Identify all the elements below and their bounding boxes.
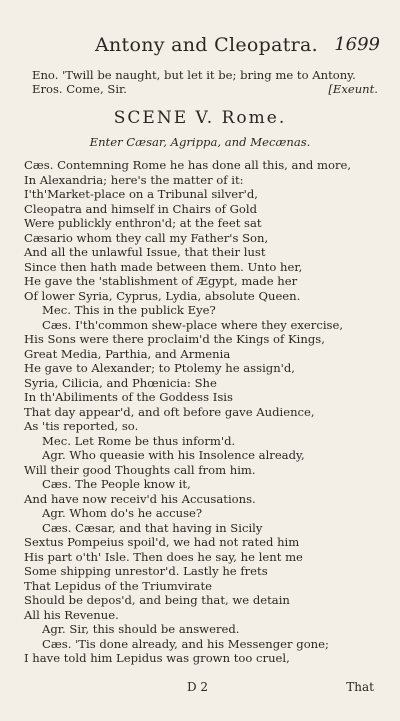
text-line: Eno. 'Twill be naught, but let it be; bring me to Antony. bbox=[32, 68, 356, 82]
signature-mark: D 2 bbox=[187, 680, 209, 694]
text-line: Cæs. 'Tis done already, and his Messenger gone; bbox=[42, 636, 329, 651]
text-line: Will their good Thoughts call from him. bbox=[24, 462, 256, 477]
page-header bbox=[0, 34, 400, 58]
text-line: Sextus Pompeius spoil'd, we had not rated him bbox=[24, 535, 300, 549]
text-line: Cæs. The People know it, bbox=[42, 477, 191, 491]
scene-heading: SCENE V. Rome. bbox=[113, 108, 287, 128]
text-line: Mec. This in the publick Eye? bbox=[42, 303, 216, 317]
running-title: Antony and Cleopatra. bbox=[95, 34, 318, 56]
text-line: Agr. Who queasie with his Insolence already, bbox=[42, 448, 305, 462]
page-footer bbox=[0, 680, 400, 696]
text-line: In Alexandria; here's the matter of it: bbox=[24, 172, 244, 187]
text-line: Cæs. Cæsar, and that having in Sicily bbox=[42, 520, 263, 535]
exeunt-direction: [Exeunt. bbox=[328, 82, 378, 96]
text-line: Syria, Cilicia, and Phœnicia: She bbox=[24, 375, 217, 390]
text-line: That day appear'd, and oft before gave Audience, bbox=[24, 404, 315, 419]
text-line: Cæsario whom they call my Father's Son, bbox=[24, 230, 269, 245]
text-line: He gave the 'stablishment of Ægypt, made her bbox=[24, 274, 298, 288]
text-line: Since then hath made between them. Unto her, bbox=[24, 259, 303, 274]
stage-direction: Enter Cæsar, Agrippa, and Mecænas. bbox=[89, 135, 311, 149]
text-line: Agr. Sir, this should be answered. bbox=[42, 622, 240, 636]
catchword: That bbox=[346, 680, 374, 694]
text-line: Some shipping unrestor'd. Lastly he frets bbox=[24, 564, 268, 578]
text-line: Great Media, Parthia, and Armenia bbox=[24, 346, 231, 361]
text-line: I have told him Lepidus was grown too cruel, bbox=[24, 651, 290, 665]
text-line: Cæs. Contemning Rome he has done all this, and more, bbox=[24, 158, 352, 172]
text-line: He gave to Alexander; to Ptolemy he assign'd, bbox=[24, 361, 295, 375]
text-line: Were publickly enthron'd; at the feet sat bbox=[24, 216, 262, 230]
text-line: Agr. Whom do's he accuse? bbox=[42, 506, 203, 520]
text-line: As 'tis reported, so. bbox=[24, 419, 139, 433]
text-line: Should be depos'd, and being that, we detain bbox=[24, 593, 290, 607]
text-line: And have now receiv'd his Accusations. bbox=[24, 491, 256, 506]
text-line: His part o'th' Isle. Then does he say, he lent me bbox=[24, 549, 303, 564]
text-line: Of lower Syria, Cyprus, Lydia, absolute Queen. bbox=[24, 288, 301, 303]
text-line: Cæs. I'th'common shew-place where they exercise, bbox=[42, 317, 344, 332]
text-line: In th'Abiliments of the Goddess Isis bbox=[24, 390, 233, 404]
text-line: All his Revenue. bbox=[24, 607, 119, 622]
text-line: Mec. Let Rome be thus inform'd. bbox=[42, 433, 236, 448]
text-line: I'th'Market-place on a Tribunal silver'd, bbox=[24, 187, 258, 201]
text-line: That Lepidus of the Triumvirate bbox=[24, 578, 212, 593]
page-number: 1699 bbox=[334, 34, 380, 55]
text-line: Eros. Come, Sir. bbox=[32, 82, 127, 96]
text-line: And all the unlawful Issue, that their lust bbox=[24, 245, 266, 259]
text-line: His Sons were there proclaim'd the Kings of Kings, bbox=[24, 332, 325, 346]
text-line: Cleopatra and himself in Chairs of Gold bbox=[24, 201, 258, 216]
